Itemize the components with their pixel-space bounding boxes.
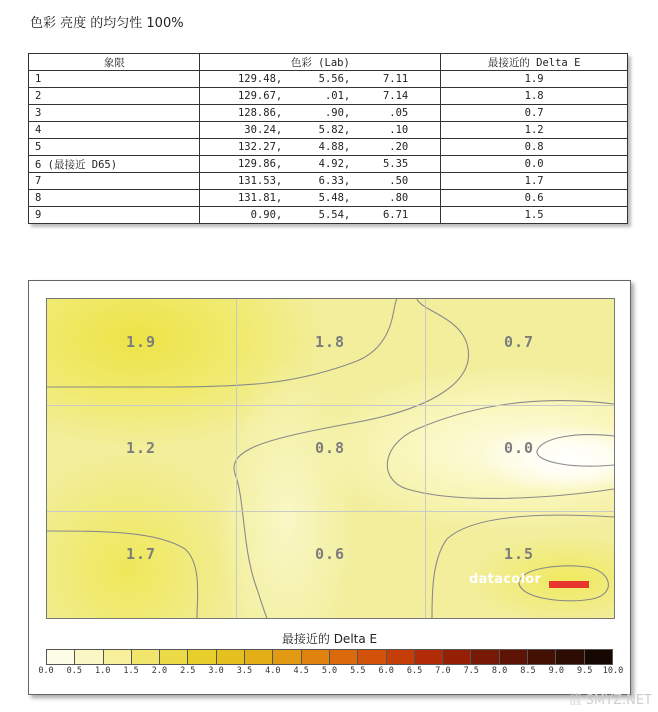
- delta-e-cell: 0.8: [441, 139, 628, 156]
- lab-b-value: 6.71: [382, 209, 409, 221]
- scale-swatch: [500, 650, 528, 664]
- scale-swatch: [585, 650, 612, 664]
- scale-tick-label: 5.0: [321, 666, 338, 676]
- quadrant-cell: 7: [29, 173, 200, 190]
- scale-swatch: [556, 650, 584, 664]
- scale-swatch: [302, 650, 330, 664]
- lab-cell: [200, 105, 441, 122]
- page-title: 色彩 亮度 的均匀性 100%: [30, 16, 184, 31]
- delta-e-cell: 0.0: [441, 156, 628, 173]
- lab-a-value: 5.82,: [318, 124, 351, 136]
- lab-l-value: 131.81,: [237, 192, 283, 204]
- lab-b-value: 5.35: [382, 158, 409, 170]
- datacolor-logo-bar: [549, 581, 589, 588]
- scale-swatch: [528, 650, 556, 664]
- cell-value-4: 1.2: [125, 439, 157, 457]
- uniformity-chart-panel: [28, 280, 631, 695]
- delta-e-cell: 1.8: [441, 88, 628, 105]
- lab-cell: [200, 173, 441, 190]
- lab-l-value: 129.48,: [237, 73, 283, 85]
- lab-l-value: 131.53,: [237, 175, 283, 187]
- uniformity-heatmap: [46, 298, 615, 619]
- scale-tick-label: 1.5: [123, 666, 139, 676]
- datacolor-logo: datacolor: [469, 572, 542, 587]
- scale-tick-label: 10.0: [602, 666, 624, 676]
- scale-tick-label: 3.5: [236, 666, 253, 676]
- quadrant-cell: 6 (最接近 D65): [29, 156, 200, 173]
- scale-swatch: [358, 650, 386, 664]
- lab-b-value: .05: [389, 107, 409, 119]
- cell-value-1: 1.9: [125, 333, 157, 351]
- cell-value-7: 1.7: [125, 545, 157, 563]
- scale-tick-label: 4.0: [265, 666, 281, 676]
- lab-l-value: 132.27,: [237, 141, 283, 153]
- scale-tick-label: 7.0: [435, 666, 451, 676]
- grid-vline-2: [425, 299, 426, 618]
- scale-swatch: [273, 650, 301, 664]
- lab-a-value: 4.92,: [318, 158, 351, 170]
- scale-swatch: [330, 650, 358, 664]
- lab-table: [28, 53, 628, 224]
- cell-value-5: 0.8: [314, 439, 346, 457]
- scale-tick-label: 5.5: [350, 666, 366, 676]
- lab-cell: [200, 139, 441, 156]
- scale-tick-label: 0.0: [38, 666, 54, 676]
- quadrant-cell: 4: [29, 122, 200, 139]
- delta-e-cell: 0.7: [441, 105, 628, 122]
- delta-e-cell: 1.9: [441, 71, 628, 88]
- lab-b-value: .50: [389, 175, 409, 187]
- cell-value-2: 1.8: [314, 333, 346, 351]
- delta-e-cell: 0.6: [441, 190, 628, 207]
- delta-e-cell: 1.2: [441, 122, 628, 139]
- color-scale-bar: [46, 649, 613, 665]
- scale-swatch: [104, 650, 132, 664]
- scale-tick-label: 3.0: [208, 666, 224, 676]
- lab-b-value: .80: [389, 192, 409, 204]
- table-row: [29, 105, 628, 122]
- quadrant-cell: 1: [29, 71, 200, 88]
- header-delta-e: 最接近的 Delta E: [441, 54, 628, 71]
- table-row: [29, 190, 628, 207]
- lab-cell: [200, 122, 441, 139]
- lab-l-value: 0.90,: [250, 209, 283, 221]
- table-row: [29, 139, 628, 156]
- scale-tick-label: 4.5: [293, 666, 309, 676]
- lab-b-value: .20: [389, 141, 409, 153]
- grid-hline-1: [47, 405, 614, 406]
- lab-table-container: [28, 53, 628, 224]
- lab-a-value: 5.48,: [318, 192, 351, 204]
- scale-tick-label: 9.0: [548, 666, 564, 676]
- quadrant-cell: 9: [29, 207, 200, 224]
- delta-e-cell: 1.7: [441, 173, 628, 190]
- table-row: [29, 156, 628, 173]
- scale-swatch: [160, 650, 188, 664]
- scale-swatch: [415, 650, 443, 664]
- scale-tick-label: 9.5: [576, 666, 593, 676]
- quadrant-cell: 8: [29, 190, 200, 207]
- scale-tick-label: 8.0: [491, 666, 508, 676]
- quadrant-cell: 3: [29, 105, 200, 122]
- scale-swatch: [188, 650, 216, 664]
- lab-cell: [200, 88, 441, 105]
- scale-swatch: [471, 650, 499, 664]
- cell-value-6: 0.0: [503, 439, 535, 457]
- lab-a-value: .01,: [324, 90, 351, 102]
- scale-swatch: [132, 650, 160, 664]
- table-row: [29, 207, 628, 224]
- table-row: [29, 71, 628, 88]
- scale-tick-label: 6.5: [406, 666, 423, 676]
- quadrant-cell: 5: [29, 139, 200, 156]
- color-scale-ticks: [38, 666, 624, 680]
- scale-tick-label: 6.0: [378, 666, 394, 676]
- scale-swatch: [245, 650, 273, 664]
- grid-hline-2: [47, 511, 614, 512]
- table-row: [29, 122, 628, 139]
- lab-a-value: 5.56,: [318, 73, 351, 85]
- scale-tick-label: 0.5: [66, 666, 83, 676]
- delta-e-cell: 1.5: [441, 207, 628, 224]
- scale-tick-label: 7.5: [463, 666, 479, 676]
- scale-swatch: [47, 650, 75, 664]
- header-quadrant: 象限: [29, 54, 200, 71]
- lab-l-value: 30.24,: [244, 124, 283, 136]
- scale-tick-label: 2.0: [151, 666, 168, 676]
- header-lab: 色彩 (Lab): [200, 54, 441, 71]
- cell-value-9: 1.5: [503, 545, 535, 563]
- lab-b-value: .10: [389, 124, 409, 136]
- lab-cell: [200, 207, 441, 224]
- scale-tick-label: 8.5: [520, 666, 536, 676]
- lab-cell: [200, 71, 441, 88]
- table-row: [29, 173, 628, 190]
- legend-title: 最接近的 Delta E: [281, 632, 378, 646]
- table-header-row: [29, 54, 628, 71]
- lab-l-value: 129.86,: [237, 158, 283, 170]
- scale-swatch: [217, 650, 245, 664]
- lab-a-value: 4.88,: [318, 141, 351, 153]
- watermark: 值 SMYZ.NET: [568, 693, 652, 708]
- scale-swatch: [75, 650, 103, 664]
- lab-b-value: 7.11: [382, 73, 409, 85]
- scale-swatch: [443, 650, 471, 664]
- scale-tick-label: 1.0: [95, 666, 111, 676]
- scale-swatch: [387, 650, 415, 664]
- lab-a-value: 6.33,: [318, 175, 351, 187]
- lab-b-value: 7.14: [382, 90, 409, 102]
- scale-tick-label: 2.5: [180, 666, 196, 676]
- grid-vline-1: [236, 299, 237, 618]
- cell-value-8: 0.6: [314, 545, 346, 563]
- lab-a-value: .90,: [324, 107, 351, 119]
- lab-l-value: 129.67,: [237, 90, 283, 102]
- lab-a-value: 5.54,: [318, 209, 351, 221]
- table-row: [29, 88, 628, 105]
- lab-cell: [200, 190, 441, 207]
- lab-l-value: 128.86,: [237, 107, 283, 119]
- quadrant-cell: 2: [29, 88, 200, 105]
- lab-cell: [200, 156, 441, 173]
- cell-value-3: 0.7: [503, 333, 535, 351]
